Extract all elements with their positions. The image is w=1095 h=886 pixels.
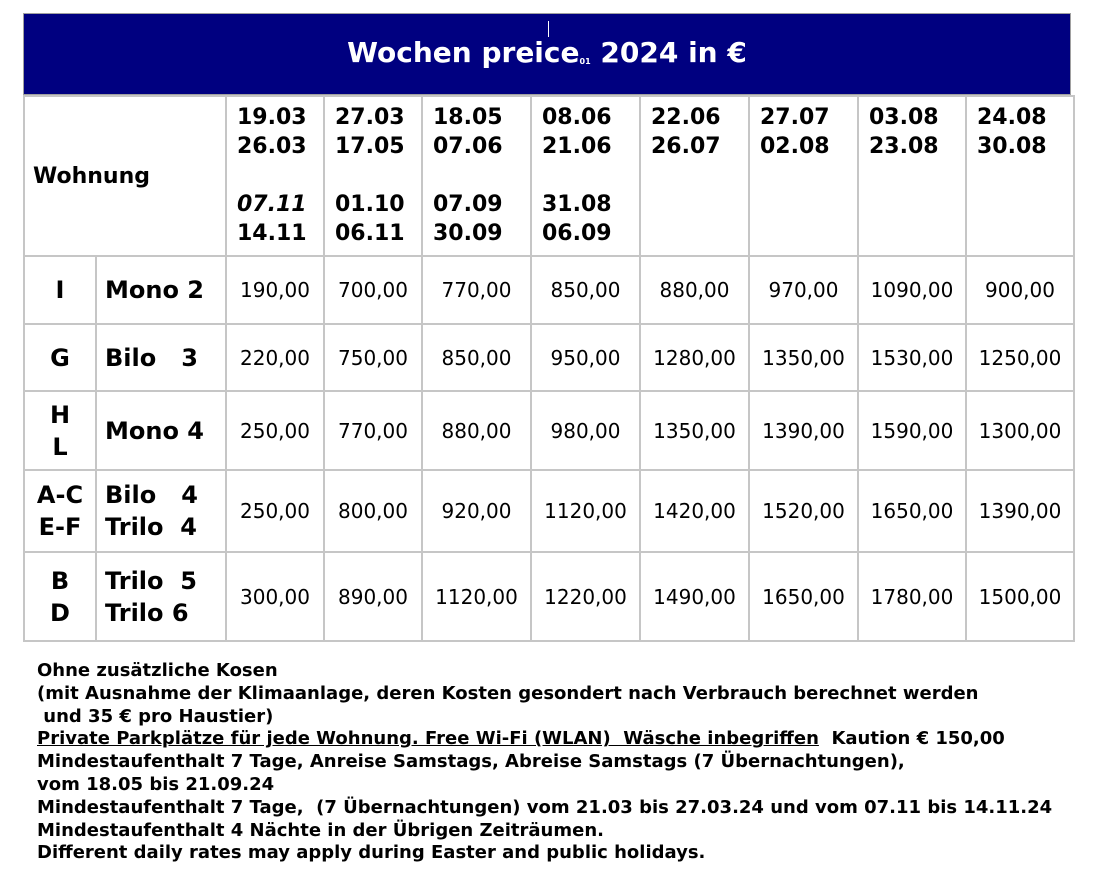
period-header: 24.08 30.08 bbox=[966, 96, 1074, 256]
notes-block bbox=[37, 660, 1052, 865]
price-cell: 970,00 bbox=[749, 256, 858, 324]
price-cell: 800,00 bbox=[324, 470, 422, 552]
price-cell: 890,00 bbox=[324, 552, 422, 641]
title-subscript: 01 bbox=[579, 57, 591, 66]
price-cell: 1220,00 bbox=[531, 552, 640, 641]
note-line: Mindestaufenthalt 4 Nächte in der Übrigen Zeiträumen. bbox=[37, 819, 604, 841]
period-header: 19.03 26.03 07.11 14.11 bbox=[226, 96, 324, 256]
note-line: Mindestaufenthalt 7 Tage, Anreise Samstags, Abreise Samstags (7 Übernachtungen), bbox=[37, 751, 905, 773]
price-cell: 1090,00 bbox=[858, 256, 966, 324]
period-header: 08.06 21.06 31.08 06.09 bbox=[531, 96, 640, 256]
price-cell: 950,00 bbox=[531, 324, 640, 391]
price-cell: 190,00 bbox=[226, 256, 324, 324]
price-cell: 770,00 bbox=[422, 256, 531, 324]
price-table bbox=[23, 95, 1075, 642]
price-cell: 250,00 bbox=[226, 470, 324, 552]
price-cell: 1420,00 bbox=[640, 470, 749, 552]
apartment-name: Mono 4 bbox=[96, 391, 226, 470]
note-line: vom 18.05 bis 21.09.24 bbox=[37, 773, 275, 795]
price-cell: 1500,00 bbox=[966, 552, 1074, 641]
price-cell: 750,00 bbox=[324, 324, 422, 391]
text-cursor bbox=[548, 21, 549, 37]
title-main: Wochen preice bbox=[347, 36, 580, 69]
apartment-code: B D bbox=[24, 552, 96, 641]
price-cell: 1300,00 bbox=[966, 391, 1074, 470]
table-row bbox=[24, 256, 1074, 324]
price-cell: 850,00 bbox=[422, 324, 531, 391]
price-cell: 1650,00 bbox=[858, 470, 966, 552]
header-row bbox=[24, 96, 1074, 256]
price-cell: 770,00 bbox=[324, 391, 422, 470]
table-row bbox=[24, 552, 1074, 641]
price-cell: 1490,00 bbox=[640, 552, 749, 641]
title-rest: 2024 in € bbox=[600, 36, 747, 69]
price-cell: 1350,00 bbox=[749, 324, 858, 391]
period-header: 27.03 17.05 01.10 06.11 bbox=[324, 96, 422, 256]
apartment-code: I bbox=[24, 256, 96, 324]
note-line: Mindestaufenthalt 7 Tage, (7 Übernachtungen) vom 21.03 bis 27.03.24 und vom 07.11 bis 14.11.24 bbox=[37, 796, 1053, 818]
price-cell: 1120,00 bbox=[531, 470, 640, 552]
price-cell: 1520,00 bbox=[749, 470, 858, 552]
note-line: (mit Ausnahme der Klimaanlage, deren Kosten gesondert nach Verbrauch berechnet werden bbox=[37, 682, 979, 704]
note-underlined: Private Parkplätze für jede Wohnung. Free Wi-Fi (WLAN) Wäsche inbegriffen bbox=[37, 728, 819, 750]
apartment-code: H L bbox=[24, 391, 96, 470]
price-cell: 850,00 bbox=[531, 256, 640, 324]
apartment-name: Mono 2 bbox=[96, 256, 226, 324]
period-header: 22.06 26.07 bbox=[640, 96, 749, 256]
note-deposit: Kaution € 150,00 bbox=[818, 728, 1005, 750]
price-cell: 880,00 bbox=[640, 256, 749, 324]
title-bar bbox=[23, 13, 1071, 95]
price-cell: 220,00 bbox=[226, 324, 324, 391]
price-cell: 1280,00 bbox=[640, 324, 749, 391]
note-line: Ohne zusätzliche Kosen bbox=[37, 660, 278, 681]
price-cell: 880,00 bbox=[422, 391, 531, 470]
price-cell: 920,00 bbox=[422, 470, 531, 552]
apartment-name: Bilo 4 Trilo 4 bbox=[96, 470, 226, 552]
price-cell: 1650,00 bbox=[749, 552, 858, 641]
apartment-name: Trilo 5 Trilo 6 bbox=[96, 552, 226, 641]
apartment-name: Bilo 3 bbox=[96, 324, 226, 391]
wohnung-header: Wohnung bbox=[24, 96, 226, 256]
price-cell: 1390,00 bbox=[749, 391, 858, 470]
price-cell: 1250,00 bbox=[966, 324, 1074, 391]
period-header: 03.08 23.08 bbox=[858, 96, 966, 256]
period-header: 18.05 07.06 07.09 30.09 bbox=[422, 96, 531, 256]
price-cell: 1590,00 bbox=[858, 391, 966, 470]
price-cell: 1390,00 bbox=[966, 470, 1074, 552]
price-cell: 1120,00 bbox=[422, 552, 531, 641]
period-header: 27.07 02.08 bbox=[749, 96, 858, 256]
note-line: Different daily rates may apply during Easter and public holidays. bbox=[37, 842, 706, 864]
table-row bbox=[24, 391, 1074, 470]
price-cell: 1350,00 bbox=[640, 391, 749, 470]
price-cell: 1530,00 bbox=[858, 324, 966, 391]
price-cell: 300,00 bbox=[226, 552, 324, 641]
page-title bbox=[24, 36, 1070, 69]
price-cell: 700,00 bbox=[324, 256, 422, 324]
table-row bbox=[24, 470, 1074, 552]
table-row bbox=[24, 324, 1074, 391]
apartment-code: G bbox=[24, 324, 96, 391]
price-cell: 250,00 bbox=[226, 391, 324, 470]
price-cell: 900,00 bbox=[966, 256, 1074, 324]
note-line: und 35 € pro Haustier) bbox=[37, 705, 274, 727]
note-line bbox=[37, 728, 1052, 751]
price-cell: 980,00 bbox=[531, 391, 640, 470]
apartment-code: A-C E-F bbox=[24, 470, 96, 552]
price-cell: 1780,00 bbox=[858, 552, 966, 641]
